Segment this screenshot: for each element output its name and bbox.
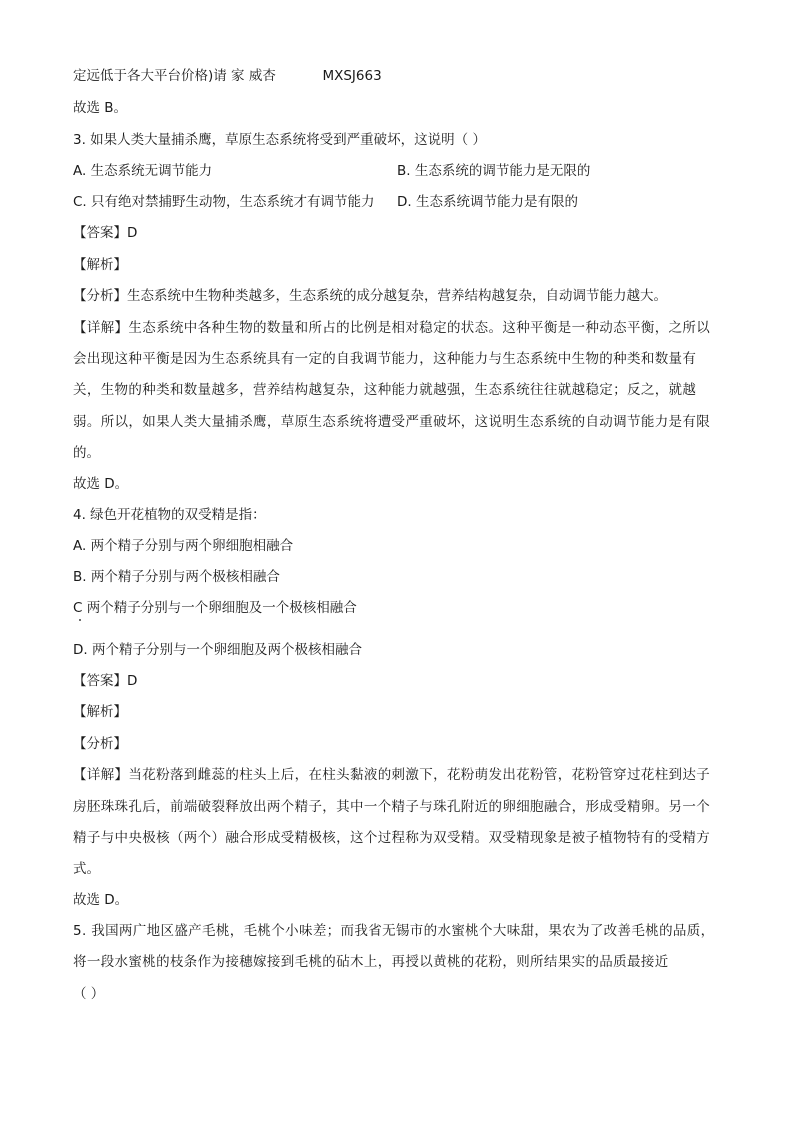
question-3-choice: 故选 D。 <box>73 476 129 492</box>
stray-dot <box>79 619 81 621</box>
question-3-option-d: D. 生态系统调节能力是有限的 <box>397 194 578 210</box>
question-4-answer: 【答案】D <box>73 673 138 689</box>
header-note <box>73 67 382 85</box>
question-4-detail-line-1: 【详解】当花粉落到雌蕊的柱头上后，在柱头黏液的刺激下，花粉萌发出花粉管，花粉管穿过花柱到达子 <box>73 767 711 783</box>
question-4-stem: 4. 绿色开花植物的双受精是指： <box>73 507 266 523</box>
question-3-option-b: B. 生态系统的调节能力是无限的 <box>397 163 591 179</box>
question-4-detail-line-2: 房胚珠珠孔后，前端破裂释放出两个精子，其中一个精子与珠孔附近的卵细胞融合，形成受精卵。另一个 <box>73 799 711 815</box>
question-3-analysis-heading: 【解析】 <box>73 257 127 273</box>
question-4-choice: 故选 D。 <box>73 892 129 908</box>
question-3-stem: 3. 如果人类大量捕杀鹰，草原生态系统将受到严重破坏，这说明（ ） <box>73 132 486 148</box>
question-3-detail-line-5: 的。 <box>73 445 100 461</box>
answer-choice-prev: 故选 B。 <box>73 100 128 116</box>
question-3-analysis: 【分析】生态系统中生物种类越多，生态系统的成分越复杂，营养结构越复杂，自动调节能力越大。 <box>73 288 667 304</box>
question-5-stem-line-1: 5. 我国两广地区盛产毛桃，毛桃个小味差；而我省无锡市的水蜜桃个大味甜，果农为了改善毛桃的品质， <box>73 923 715 939</box>
question-4-option-c: C 两个精子分别与一个卵细胞及一个极核相融合 <box>73 600 357 616</box>
question-3-option-a: A. 生态系统无调节能力 <box>73 163 213 179</box>
question-4-option-b: B. 两个精子分别与两个极核相融合 <box>73 569 280 585</box>
header-note-text: 定远低于各大平台价格)请 家 威杏 <box>73 68 276 84</box>
question-3-detail-line-4: 弱。所以，如果人类大量捕杀鹰，草原生态系统将遭受严重破坏，这说明生态系统的自动调节能力是有限 <box>73 414 711 430</box>
question-5-stem-line-3: （ ） <box>73 986 105 1002</box>
question-4-analysis: 【分析】 <box>73 736 127 752</box>
question-3-detail-line-3: 关，生物的种类和数量越多，营养结构越复杂，这种能力就越强，生态系统往往就越稳定；反之，就越 <box>73 382 697 398</box>
header-note-code: MXSJ663 <box>322 68 382 84</box>
question-4-option-a: A. 两个精子分别与两个卵细胞相融合 <box>73 538 294 554</box>
question-3-detail-line-2: 会出现这种平衡是因为生态系统具有一定的自我调节能力，这种能力与生态系统中生物的种类和数量有 <box>73 351 697 367</box>
question-4-detail-line-3: 精子与中央极核（两个）融合形成受精极核，这个过程称为双受精。双受精现象是被子植物特有的受精方 <box>73 830 711 846</box>
question-4-option-d: D. 两个精子分别与一个卵细胞及两个极核相融合 <box>73 642 362 658</box>
question-3-answer: 【答案】D <box>73 225 138 241</box>
question-4-detail-line-4: 式。 <box>73 861 100 877</box>
question-3-detail-line-1: 【详解】生态系统中各种生物的数量和所占的比例是相对稳定的状态。这种平衡是一种动态平衡，之所以 <box>73 320 711 336</box>
question-4-analysis-heading: 【解析】 <box>73 704 127 720</box>
question-3-option-c: C. 只有绝对禁捕野生动物，生态系统才有调节能力 <box>73 194 375 210</box>
question-5-stem-line-2: 将一段水蜜桃的枝条作为接穗嫁接到毛桃的砧木上，再授以黄桃的花粉，则所结果实的品质最接近 <box>73 954 669 970</box>
